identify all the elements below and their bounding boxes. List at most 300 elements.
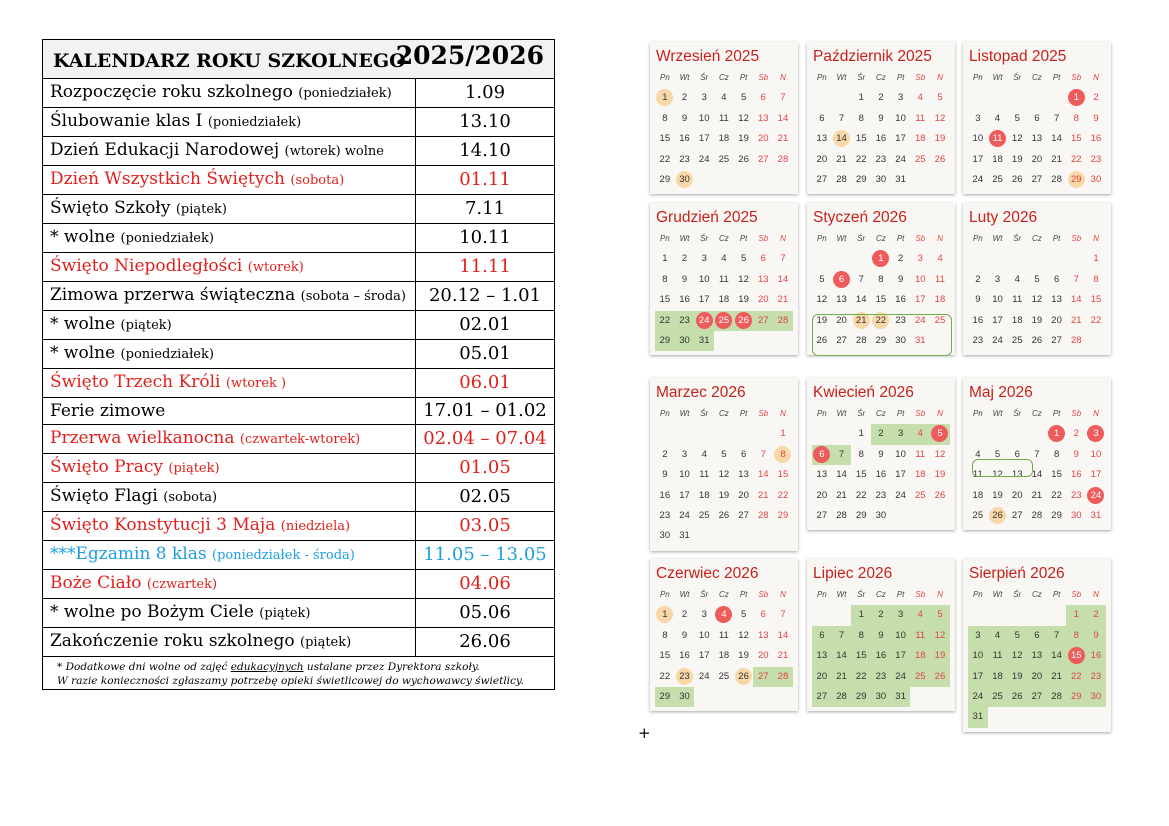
empty-day (832, 424, 852, 444)
day-cell (812, 170, 832, 190)
day-cell (714, 667, 734, 687)
day-number: 3 (701, 609, 707, 621)
day-number: 21 (836, 670, 847, 682)
day-number: 30 (875, 690, 887, 702)
day-cell (1086, 646, 1106, 666)
day-cell (675, 687, 695, 707)
day-cell (891, 626, 911, 646)
day-cell (1027, 311, 1047, 331)
day-cell (1027, 270, 1047, 290)
day-cell (968, 150, 988, 170)
event-label: * wolne po Bożym Ciele (50, 602, 254, 623)
day-number: 3 (917, 253, 923, 265)
empty-day (734, 424, 754, 444)
day-number: 22 (1070, 153, 1082, 165)
day-cell (655, 486, 675, 506)
day-number: 1 (872, 250, 889, 267)
day-cell (675, 270, 695, 290)
day-cell (871, 667, 891, 687)
day-cell (812, 687, 832, 707)
day-cell (1047, 687, 1067, 707)
event-note: (czwartek-wtorek) (239, 432, 361, 448)
event-note: (piątek) (300, 635, 352, 651)
day-number: 11 (718, 273, 729, 285)
day-cell (655, 270, 675, 290)
day-number: 17 (895, 650, 906, 662)
day-cell (773, 424, 793, 444)
day-cell (714, 626, 734, 646)
day-cell (655, 667, 675, 687)
day-number: 24 (698, 670, 710, 682)
day-cell (1027, 109, 1047, 129)
day-cell (891, 605, 911, 625)
day-cell (675, 311, 695, 331)
day-number: 4 (917, 92, 923, 104)
day-cell (675, 667, 695, 687)
weekday-header: Pn (659, 409, 670, 418)
day-number: 15 (777, 469, 789, 481)
event-note: (poniedziałek) (120, 231, 214, 246)
empty-day (1027, 88, 1047, 108)
event-date: 11.11 (416, 253, 555, 282)
weekday-header: Pn (972, 234, 983, 243)
day-number: 14 (833, 130, 850, 147)
day-number: 17 (698, 294, 710, 306)
day-number: 30 (1090, 173, 1102, 185)
day-number: 28 (1070, 334, 1082, 346)
day-number: 21 (757, 489, 769, 501)
empty-day (832, 88, 852, 108)
day-number: 13 (1051, 294, 1062, 306)
day-number: 30 (679, 334, 690, 346)
day-cell (675, 109, 695, 129)
day-number: 29 (777, 509, 789, 521)
day-number: 16 (659, 489, 671, 501)
month-calendar (650, 42, 798, 194)
day-cell (734, 249, 754, 269)
day-number: 19 (1031, 314, 1043, 326)
weekday-header: Pt (1052, 409, 1061, 418)
day-number: 18 (914, 650, 926, 662)
weekday-header: Pn (972, 409, 983, 418)
day-cell (812, 290, 832, 310)
day-cell (694, 129, 714, 149)
day-number: 8 (1093, 273, 1099, 285)
day-cell (871, 506, 891, 526)
day-cell (891, 88, 911, 108)
weekday-header: Cz (1032, 234, 1042, 243)
day-cell (891, 667, 911, 687)
day-number: 21 (836, 153, 847, 165)
day-number: 27 (757, 670, 769, 682)
event-cell (43, 570, 416, 599)
day-number: 2 (681, 253, 688, 265)
day-number: 15 (659, 650, 671, 662)
day-cell (655, 129, 675, 149)
day-number: 30 (875, 509, 887, 521)
weekday-header: Śr (700, 234, 709, 243)
school-year: 2025/2026 (395, 41, 544, 70)
day-cell (910, 445, 930, 465)
event-label: Święto Pracy (50, 457, 163, 478)
day-cell (891, 249, 911, 269)
day-number: 9 (681, 273, 688, 285)
day-cell (988, 290, 1008, 310)
event-cell (43, 369, 416, 398)
day-number: 23 (895, 314, 906, 326)
day-number: 11 (972, 469, 983, 481)
event-cell (43, 79, 416, 108)
day-cell (714, 270, 734, 290)
day-cell (753, 129, 773, 149)
day-cell (1066, 170, 1086, 190)
day-cell (1047, 667, 1067, 687)
empty-day (694, 424, 714, 444)
day-cell (655, 445, 675, 465)
day-number: 25 (972, 509, 984, 521)
empty-day (968, 605, 988, 625)
day-number: 8 (662, 629, 668, 641)
day-cell (714, 129, 734, 149)
event-date: 02.05 (416, 483, 555, 512)
day-number: 13 (757, 629, 769, 641)
weekday-header: Pt (739, 234, 748, 243)
day-number: 8 (1053, 448, 1060, 460)
event-label: Rozpoczęcie roku szkolnego (50, 82, 293, 102)
table-row (43, 79, 555, 108)
day-number: 17 (698, 133, 710, 145)
event-date: 17.01 – 01.02 (416, 398, 555, 425)
day-number: 21 (1070, 314, 1082, 326)
event-cell (43, 137, 416, 166)
weekday-header: Cz (1032, 73, 1042, 82)
day-number: 19 (816, 314, 828, 326)
table-header-row (43, 40, 555, 79)
month-days-grid (807, 404, 955, 530)
day-number: 30 (1090, 690, 1102, 702)
event-cell (43, 166, 416, 195)
day-cell (812, 667, 832, 687)
table-row (43, 454, 555, 483)
day-cell (694, 626, 714, 646)
day-cell (773, 465, 793, 485)
weekday-header: Cz (719, 73, 729, 82)
day-number: 19 (738, 133, 749, 145)
day-cell (871, 445, 891, 465)
day-cell (734, 109, 754, 129)
weekday-header: Śr (700, 73, 709, 82)
day-number: 15 (659, 133, 671, 145)
day-number: 11 (915, 448, 926, 460)
day-cell (655, 249, 675, 269)
day-cell (832, 290, 852, 310)
event-label: Dzień Edukacji Narodowej (50, 140, 280, 160)
empty-day (1027, 605, 1047, 625)
day-cell (871, 626, 891, 646)
day-cell (694, 667, 714, 687)
day-number: 11 (935, 273, 945, 285)
day-number: 6 (1053, 273, 1060, 285)
day-number: 6 (1014, 448, 1020, 460)
day-cell (675, 129, 695, 149)
weekday-header: N (780, 590, 786, 599)
day-number: 3 (897, 428, 904, 440)
empty-day (675, 424, 695, 444)
day-cell (832, 270, 852, 290)
month-title: Marzec 2026 (656, 384, 746, 401)
day-number: 22 (659, 153, 671, 165)
day-number: 20 (1011, 489, 1023, 501)
event-date: 03.05 (416, 512, 555, 541)
day-cell (1066, 150, 1086, 170)
day-cell (930, 486, 950, 506)
day-number: 10 (679, 469, 690, 481)
day-cell (812, 270, 832, 290)
event-date: 10.11 (416, 224, 555, 253)
day-number: 13 (757, 112, 769, 124)
day-number: 20 (816, 153, 828, 165)
day-number: 29 (855, 690, 867, 702)
day-cell (968, 311, 988, 331)
weekday-header: Śr (1013, 590, 1022, 599)
day-cell (910, 88, 930, 108)
day-cell (891, 687, 911, 707)
weekday-header: Wt (992, 73, 1003, 82)
month-calendar (807, 42, 955, 194)
table-header (43, 40, 555, 79)
day-cell (1086, 687, 1106, 707)
day-number: 24 (698, 153, 710, 165)
day-cell (891, 109, 911, 129)
day-cell (891, 465, 911, 485)
day-number: 25 (934, 314, 946, 326)
day-cell (1047, 270, 1067, 290)
day-number: 10 (914, 273, 926, 285)
table-row (43, 512, 555, 541)
month-title: Luty 2026 (969, 209, 1038, 226)
day-number: 19 (934, 133, 946, 145)
day-number: 3 (994, 273, 1001, 285)
day-number: 28 (757, 509, 769, 521)
weekday-header: Pt (1052, 590, 1061, 599)
day-number: 5 (1034, 273, 1040, 285)
day-cell (1066, 109, 1086, 129)
day-number: 11 (992, 650, 1003, 662)
day-cell (1047, 424, 1067, 444)
weekday-header: Sb (758, 73, 769, 82)
day-number: 18 (934, 294, 946, 306)
day-number: 28 (1051, 690, 1062, 702)
day-cell (1007, 311, 1027, 331)
day-number: 6 (1034, 629, 1040, 641)
day-number: 5 (931, 425, 948, 442)
day-cell (851, 605, 871, 625)
event-date: 02.04 – 07.04 (416, 425, 555, 454)
day-cell (1047, 170, 1067, 190)
weekday-header: Wt (992, 234, 1003, 243)
day-number: 5 (740, 609, 747, 621)
day-number: 27 (816, 690, 828, 702)
day-number: 25 (698, 509, 710, 521)
weekday-header: Pt (896, 409, 905, 418)
day-cell (773, 486, 793, 506)
day-cell (1047, 486, 1067, 506)
day-number: 17 (992, 314, 1003, 326)
weekday-header: Sb (758, 234, 769, 243)
day-cell (734, 465, 754, 485)
day-cell (1066, 486, 1086, 506)
event-date: 01.05 (416, 454, 555, 483)
day-cell (930, 465, 950, 485)
day-cell (812, 129, 832, 149)
day-number: 26 (1011, 173, 1023, 185)
day-cell (714, 506, 734, 526)
day-number: 11 (718, 629, 729, 641)
empty-day (851, 249, 871, 269)
weekday-header: Śr (1013, 234, 1022, 243)
day-number: 26 (735, 668, 752, 685)
day-number: 19 (992, 489, 1003, 501)
day-number: 8 (774, 446, 791, 463)
weekday-header: Wt (679, 73, 690, 82)
day-number: 20 (738, 489, 749, 501)
day-number: 29 (1051, 509, 1062, 521)
day-cell (832, 445, 852, 465)
day-number: 26 (735, 312, 752, 329)
day-cell (1047, 129, 1067, 149)
day-cell (773, 249, 793, 269)
day-cell (655, 506, 675, 526)
day-number: 6 (1034, 112, 1040, 124)
day-cell (655, 465, 675, 485)
day-cell (753, 486, 773, 506)
day-cell (675, 445, 695, 465)
day-cell (753, 445, 773, 465)
day-number: 18 (718, 650, 730, 662)
day-number: 28 (777, 670, 789, 682)
day-cell (851, 486, 871, 506)
day-cell (1047, 445, 1067, 465)
day-number: 22 (855, 489, 867, 501)
day-cell (910, 626, 930, 646)
day-number: 8 (1073, 629, 1079, 641)
day-cell (773, 445, 793, 465)
month-title: Grudzień 2025 (656, 209, 758, 226)
event-date: 7.11 (416, 195, 555, 224)
day-number: 7 (838, 629, 845, 641)
weekday-header: Cz (719, 409, 729, 418)
day-cell (1086, 170, 1106, 190)
day-number: 1 (780, 428, 786, 440)
month-calendar (650, 559, 798, 711)
day-number: 14 (757, 469, 769, 481)
day-cell (832, 129, 852, 149)
day-number: 31 (895, 173, 906, 185)
day-number: 17 (972, 670, 984, 682)
day-cell (1086, 290, 1106, 310)
day-number: 21 (777, 133, 789, 145)
month-calendar (807, 378, 955, 530)
day-number: 27 (1011, 509, 1023, 521)
day-number: 9 (878, 112, 884, 124)
day-cell (968, 290, 988, 310)
day-number: 30 (659, 530, 671, 542)
day-cell (968, 129, 988, 149)
day-number: 7 (858, 273, 864, 285)
event-label: Przerwa wielkanocna (50, 428, 235, 449)
weekday-header: Wt (679, 409, 690, 418)
day-cell (968, 646, 988, 666)
empty-day (988, 605, 1008, 625)
day-number: 25 (914, 489, 926, 501)
day-number: 16 (875, 133, 887, 145)
weekday-header: Śr (1013, 73, 1022, 82)
day-number: 4 (721, 92, 727, 104)
day-cell (1007, 626, 1027, 646)
day-cell (734, 486, 754, 506)
day-number: 22 (1070, 670, 1082, 682)
day-number: 24 (679, 509, 690, 521)
footnote-underlined: edukacyjnych (230, 661, 304, 674)
day-number: 19 (1011, 153, 1023, 165)
table-row (43, 195, 555, 224)
day-cell (891, 486, 911, 506)
day-number: 23 (679, 314, 690, 326)
empty-day (812, 249, 832, 269)
day-cell (1066, 424, 1086, 444)
day-cell (773, 88, 793, 108)
day-number: 30 (875, 173, 887, 185)
day-cell (1086, 150, 1106, 170)
day-cell (1047, 109, 1067, 129)
day-cell (871, 424, 891, 444)
table-row (43, 628, 555, 657)
day-cell (1027, 667, 1047, 687)
day-cell (1007, 150, 1027, 170)
day-cell (851, 109, 871, 129)
day-number: 2 (878, 428, 884, 440)
weekday-header: Śr (700, 590, 709, 599)
day-cell (812, 486, 832, 506)
event-label: ***Egzamin 8 klas (50, 544, 207, 565)
day-cell (773, 626, 793, 646)
day-cell (968, 170, 988, 190)
day-cell (851, 667, 871, 687)
day-number: 23 (1090, 153, 1102, 165)
weekday-header: Sb (915, 73, 926, 82)
day-cell (1047, 506, 1067, 526)
day-cell (1086, 270, 1106, 290)
event-note: (piątek) (168, 461, 220, 477)
day-cell (675, 290, 695, 310)
weekday-header: Cz (876, 409, 886, 418)
day-cell (753, 605, 773, 625)
event-date: 06.01 (416, 369, 555, 398)
weekday-header: N (780, 234, 786, 243)
day-number: 20 (757, 294, 769, 306)
day-cell (1086, 626, 1106, 646)
day-number: 22 (777, 489, 789, 501)
day-number: 4 (1014, 273, 1020, 285)
day-number: 24 (895, 489, 906, 501)
event-note: (sobota – środa) (300, 289, 406, 304)
weekday-header: Pn (816, 590, 827, 599)
day-number: 28 (1051, 173, 1062, 185)
day-number: 5 (819, 273, 825, 285)
day-number: 4 (917, 609, 923, 621)
event-cell (43, 108, 416, 137)
day-number: 7 (1034, 448, 1040, 460)
